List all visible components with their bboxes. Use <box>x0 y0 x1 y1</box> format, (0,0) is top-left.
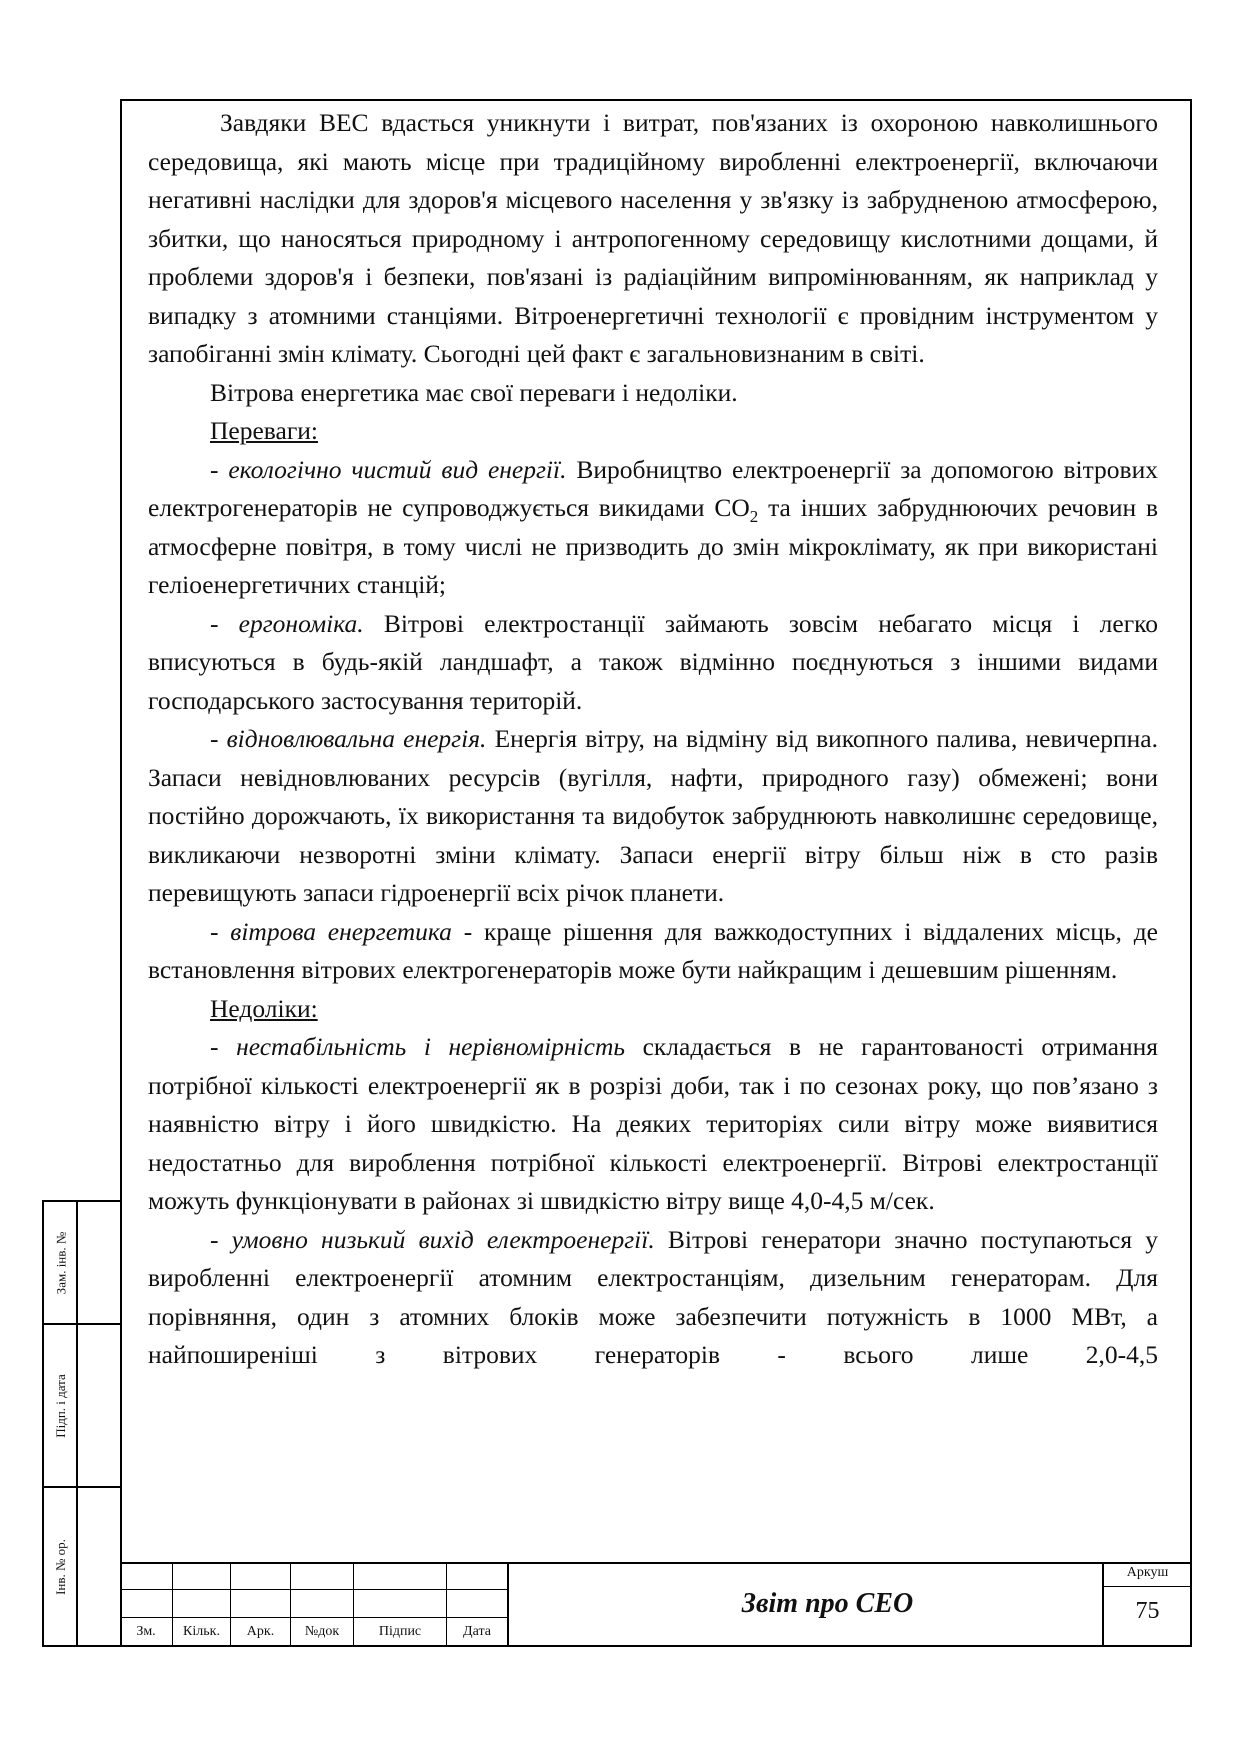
paragraph-summary-text: Вітрова енергетика має свої переваги і недоліки. <box>210 377 738 407</box>
disadvantage-1-text: складається в не гарантованості отримання потрібної кількості електроенергії як в розрізі доби, так і по сезонах року, що пов’язано з наявністю вітру і його швидкістю. На деяких територіях сили вітру може виявитися недостатньо для вироблення потрібної кількості електроенергії. Вітрові електростанції можуть функціонувати в районах зі швидкістю вітру вище 4,0-4,5 м/сек. <box>148 1032 1158 1215</box>
disadvantage-1 <box>148 1028 1158 1221</box>
side-label-inv: Інв. № ор. <box>53 1538 69 1595</box>
paragraph-intro <box>148 104 1158 374</box>
document-body-main <box>148 104 1158 1375</box>
advantage-3 <box>148 720 1158 913</box>
advantage-1-text-b: та інших забруднюючих речовин в атмосферне повітря, в тому числі не призводить до змін мікроклімату, як при використані геліоенергетичних станцій; <box>148 493 1159 599</box>
advantage-1-text-a: Виробництво електроенергії за допомогою вітрових електрогенераторів не супроводжується викидами СО <box>148 454 1158 522</box>
side-stamp <box>42 1200 122 1647</box>
heading-disadvantages-text: Недоліки: <box>210 993 318 1023</box>
side-box-zam <box>42 1200 122 1325</box>
advantage-2-text: Вітрові електростанції займають зовсім небагато місця і легко вписуються в будь-якій ландшафт, а також відмінно поєднуються з іншими видами господарського застосування територій. <box>148 608 1159 715</box>
document-title: Звіт про СЕО <box>741 1588 914 1619</box>
paragraph-intro-text: Завдяки ВЕС вдасться уникнути і витрат, пов'язаних із охороною навколишнього середовища, які мають місце при традиційному виробленні електроенергії, включаючи негативні наслідки для здоров'я місцевого населення у зв'язку із забрудненою атмосферою, збитки, що наносяться природному і антропогенному середовищу кислотними дощами, й проблеми здоров'я і безпеки, пов'язані із радіаційним випромінюванням, як наприклад у випадку з атомними станціями. Вітроенергетичні технології є провідним інструментом у запобіганні змін клімату. Сьогодні цей факт є загальновизнаним в світі. <box>148 108 1158 368</box>
heading-disadvantages <box>148 990 1158 1029</box>
side-box-inv <box>42 1486 122 1647</box>
advantage-1-term: - екологічно чистий вид енергії. <box>210 454 567 484</box>
col-ndok: №док <box>304 1624 340 1639</box>
heading-advantages-text: Переваги: <box>210 416 319 445</box>
advantage-2 <box>148 605 1158 721</box>
side-label-zam: Зам. інв. № <box>53 1231 68 1294</box>
side-box-pidp <box>42 1323 122 1488</box>
advantage-3-text: Енергія вітру, на відміну від викопного палива, невичерпна. Запаси невідновлюваних ресурсів (вугілля, нафти, природного газу) обмежені; вони постійно дорожчають, їх використання та видобуток забруднюють навколишнє середовище, викликаючи незворотні зміни клімату. Запаси енергії вітру більш ніж в сто разів перевищують запаси гідроенергії всіх річок планети. <box>148 724 1158 907</box>
disadvantage-2 <box>148 1221 1158 1375</box>
sheet-number: 75 <box>1135 1598 1160 1624</box>
advantage-4-term: - вітрова енергетика <box>210 916 452 946</box>
advantage-4-text: - краще рішення для важкодоступних і віддалених місць, де встановлення вітрових електрогенераторів може бути найкращим і дешевшим рішенням. <box>148 916 1158 984</box>
col-data: Дата <box>463 1624 491 1639</box>
advantage-1 <box>148 451 1158 605</box>
paragraph-summary <box>148 374 1158 413</box>
heading-advantages <box>148 412 1158 451</box>
sheet-label: Аркуш <box>1126 1565 1169 1580</box>
advantage-3-term: - відновлювальна енергія. <box>210 724 487 753</box>
advantage-1-subscript: 2 <box>749 507 759 527</box>
disadvantage-2-text: Вітрові генератори значно поступаються у виробленні електроенергії атомним електростанціям, дизельним генераторам. Для порівняння, один з атомних блоків може забезпечити потужність в 1000 МВт, а найпоширеніші з вітрових генераторів - всього лише 2,0-4,5 <box>148 1224 1158 1369</box>
disadvantage-1-term: - нестабільність і нерівномірність <box>210 1032 625 1061</box>
side-label-pidp: Підп. і дата <box>53 1373 68 1438</box>
title-block <box>120 1562 1192 1647</box>
col-pidpys: Підпис <box>378 1624 422 1639</box>
col-ark: Арк. <box>246 1624 275 1639</box>
advantage-2-term: - ергономіка. <box>210 608 364 638</box>
disadvantage-2-term: - умовно низький вихід електроенергії. <box>210 1224 655 1254</box>
col-zm: Зм. <box>136 1624 156 1639</box>
col-kilk: Кільк. <box>183 1624 220 1639</box>
advantage-4 <box>148 913 1158 990</box>
